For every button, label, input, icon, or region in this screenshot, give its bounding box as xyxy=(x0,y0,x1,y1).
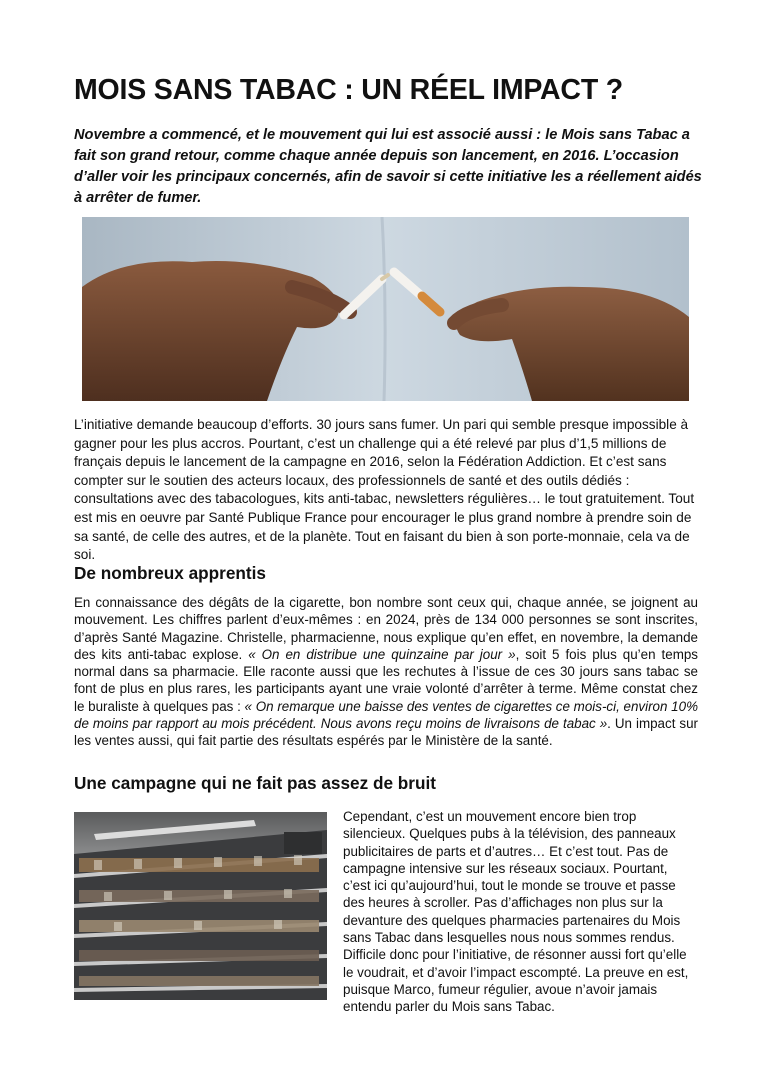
paragraph-text: . Un impact sur les ventes aussi, qui fait partie des résultats espérés par le Ministère de la santé. xyxy=(74,716,699,749)
hands-breaking-cigarette-photo xyxy=(82,217,689,401)
section-paragraph-campagne: Cependant, c’est un mouvement encore bien trop silencieux. Quelques pubs à la télévision, des panneaux publicitaires de parts et d’autres… Et c’est tout. Pas de campagne intensive sur les réseaux sociaux. Pourtant, c’est ici qu’aujourd’hui, tout le monde se trouve et passe des heures à scroller. Pas d’affichages non plus sur la devanture des quelques pharmacies partenaires du Mois sans Tabac dans lesquelles nous nous sommes rendus. Difficile donc pour l’initiative, de résonner aussi fort qu’elle le voudrait, et d’avoir l’impact escompté. La preuve en est, puisque Marco, fumeur régulier, avoue n’avoir jamais entendu parler du Mois sans Tabac. xyxy=(343,809,689,1015)
paragraph-text: , soit 5 fois plus qu’en temps normal dans sa pharmacie. Elle raconte aussi que les rechutes à l’issue de ces 30 jours sans tabac se font de plus en plus rares, les participants ayant une vraie volonté d’arrêter à terme. Même constat chez le buraliste à quelques pas : xyxy=(74,646,698,714)
article-title: MOIS SANS TABAC : UN RÉEL IMPACT ? xyxy=(74,74,623,106)
quote-pharmacienne: « On en distribue une quinzaine par jour » xyxy=(248,646,516,662)
intro-paragraph: L’initiative demande beaucoup d’efforts. 30 jours sans fumer. Un pari qui semble presque impossible à gagner pour les plus accros. Pourtant, c’est un challenge qui a été relevé par plus d’1,5 millions de français depuis le lancement de la campagne en 2016, selon la Fédération Addiction. Et c’est sans compter sur le soutien des acteurs locaux, des professionnels de santé et des outils dédiés : consultations avec des tabacologues, kits anti-tabac, newsletters régulières… le tout gratuitement. Tout est mis en oeuvre par Santé Publique France pour encourager le plus grand nombre à prendre soin de sa santé, de celle des autres, et de la planète. Tout en faisant du bien à son porte-monnaie, cela va de soi. xyxy=(74,417,695,563)
article-lead: Novembre a commencé, et le mouvement qui lui est associé aussi : le Mois sans Tabac a fait son grand retour, comme chaque année depuis son lancement, en 2016. L’occasion d’aller voir les principaux concernés, afin de savoir si cette initiative les a réellement aidés à arrêter de fumer. xyxy=(74,127,702,206)
section-heading-apprentis: De nombreux apprentis xyxy=(74,563,266,583)
paragraph-text: En connaissance des dégâts de la cigarette, bon nombre sont ceux qui, chaque année, se joignent au mouvement. Les chiffres parlent d’eux-mêmes : en 2024, près de 134 000 personnes se sont inscrites, d’après Santé Magazine. Christelle, pharmacienne, nous explique qu’en effet, en novembre, la demande des kits anti-tabac explose. xyxy=(74,595,698,662)
section-paragraph-apprentis xyxy=(74,594,698,750)
section-heading-campagne: Une campagne qui ne fait pas assez de bruit xyxy=(74,773,436,793)
quote-buraliste: « On remarque une baisse des ventes de cigarettes ce mois-ci, environ 10% de moins par rapport au mois précédent. Nous avons reçu moins de livraisons de tabac » xyxy=(74,698,698,732)
cigarette-shelf-photo xyxy=(74,812,327,1000)
